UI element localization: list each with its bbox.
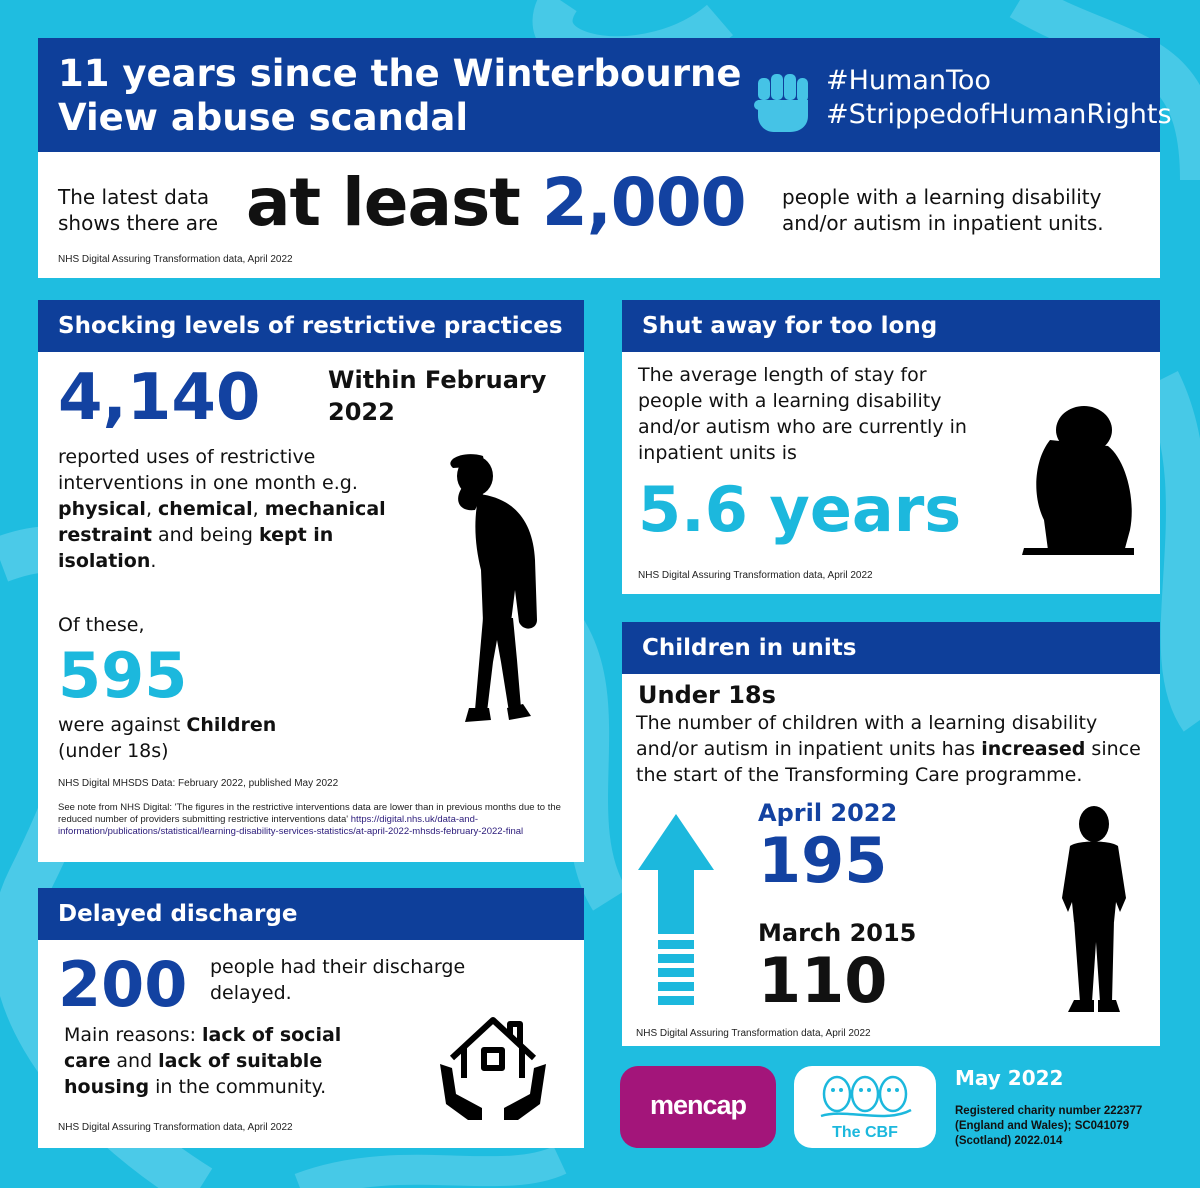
shut-away-value: 5.6 years <box>638 473 962 546</box>
restrictive-note <box>58 802 568 838</box>
sitting-person-silhouette <box>1014 400 1144 555</box>
winterbourne-panel <box>38 38 1172 278</box>
restrictive-text-3: . <box>150 550 157 572</box>
shut-away-text: The average length of stay for people with a learning disability and/or autism who are currently in inpatient units is <box>638 364 967 464</box>
hashtag-humantoo: #HumanToo <box>826 65 991 96</box>
mencap-logo-text: mencap <box>649 1090 747 1120</box>
top-lead-text: The latest data shows there are <box>58 185 219 235</box>
restrictive-under18: (under 18s) <box>58 740 169 762</box>
hashtags <box>826 64 1172 132</box>
top-big-prefix: at least <box>246 164 542 241</box>
children-april-value: 195 <box>758 824 888 897</box>
top-big-figure <box>246 163 746 243</box>
children-march-value: 110 <box>758 944 888 1017</box>
restrictive-against-children: Children <box>186 714 277 736</box>
restrictive-text-1: reported uses of restrictive interventions in one month e.g. <box>58 446 358 494</box>
delayed-discharge-panel <box>38 888 584 1148</box>
delay-reasons-suffix: in the community. <box>149 1076 327 1098</box>
top-trail-text: people with a learning disability and/or autism in inpatient units. <box>782 185 1104 235</box>
delay-number: 200 <box>58 948 188 1021</box>
restrictive-description <box>58 444 398 574</box>
children-panel <box>622 622 1160 1046</box>
restrictive-physical: physical <box>58 498 146 520</box>
restrictive-note-text: See note from NHS Digital: 'The figures in the restrictive interventions data are lower than in previous months due to the reduced number of providers submitting restrictive interventions data' <box>58 802 561 825</box>
children-march-label: March 2015 <box>758 919 917 947</box>
restrictive-sep-2: , <box>252 498 265 520</box>
house-in-hands-icon <box>438 1008 548 1120</box>
restrictive-chemical: chemical <box>158 498 253 520</box>
restrictive-against-text: were against <box>58 714 187 736</box>
page-title: 11 years since the Winterbourne View abuse scandal <box>58 52 742 139</box>
restrictive-number: 4,140 <box>58 361 261 435</box>
restrictive-isolation: kept in isolation <box>58 524 334 572</box>
footer-registration: Registered charity number 222377 (England and Wales); SC041079 (Scotland) 2022.014 <box>955 1105 1143 1147</box>
delay-text: people had their discharge delayed. <box>210 956 466 1004</box>
children-under18: Under 18s <box>638 681 776 709</box>
shut-away-panel <box>622 300 1160 594</box>
delay-reasons <box>64 1022 364 1100</box>
restrictive-practices-panel <box>38 300 584 862</box>
restrictive-within: Within February 2022 <box>328 366 547 426</box>
restrictive-heading: Shocking levels of restrictive practices <box>38 300 584 352</box>
restrictive-mechanical: mechanical restraint <box>58 498 386 546</box>
cbf-faces-icon <box>815 1072 915 1124</box>
children-april-label: April 2022 <box>758 799 898 827</box>
raised-fist-icon <box>752 70 814 136</box>
delay-heading: Delayed discharge <box>38 888 584 940</box>
up-arrow-icon <box>638 814 714 1014</box>
top-source: NHS Digital Assuring Transformation data, April 2022 <box>58 254 293 265</box>
children-source: NHS Digital Assuring Transformation data, April 2022 <box>636 1028 871 1039</box>
delay-reason-housing: lack of suitable housing <box>64 1050 323 1098</box>
cbf-logo <box>794 1066 936 1148</box>
restrictive-source: NHS Digital MHSDS Data: February 2022, published May 2022 <box>58 778 339 789</box>
shut-away-heading: Shut away for too long <box>622 300 1160 352</box>
delay-reason-social-care: lack of social care <box>64 1024 342 1072</box>
shut-away-source: NHS Digital Assuring Transformation data, April 2022 <box>638 570 873 581</box>
hashtag-stripped: #StrippedofHumanRights <box>826 99 1172 130</box>
nhs-digital-link[interactable]: https://digital.nhs.uk/data-and-information/publications/statistical/learning-disability-services-statistics/at-april-2022-mhsds-february-2022-final <box>58 814 524 837</box>
child-silhouette <box>1054 802 1134 1024</box>
children-heading: Children in units <box>622 622 1160 674</box>
winterbourne-header <box>38 38 1172 152</box>
footer-date: May 2022 <box>955 1066 1064 1090</box>
mencap-logo <box>620 1066 776 1148</box>
delay-reasons-prefix: Main reasons: <box>64 1024 203 1046</box>
restrictive-of-these: Of these, <box>58 614 145 636</box>
delay-reasons-and: and <box>110 1050 159 1072</box>
restrictive-sep-1: , <box>145 498 159 520</box>
children-text <box>636 710 1156 788</box>
restrictive-text-2: and being <box>151 524 259 546</box>
top-big-value: 2,000 <box>541 164 746 241</box>
children-text-1: The number of children with a learning disability and/or autism in inpatient units has <box>636 712 1098 760</box>
cbf-logo-text: The CBF <box>832 1124 898 1141</box>
children-text-2: since the start of the Transforming Care programme. <box>636 738 1141 786</box>
restrictive-against <box>58 712 318 764</box>
children-increased: increased <box>981 738 1086 760</box>
delay-source: NHS Digital Assuring Transformation data, April 2022 <box>58 1122 293 1133</box>
standing-person-silhouette <box>423 450 573 730</box>
restrictive-children-number: 595 <box>58 639 188 712</box>
